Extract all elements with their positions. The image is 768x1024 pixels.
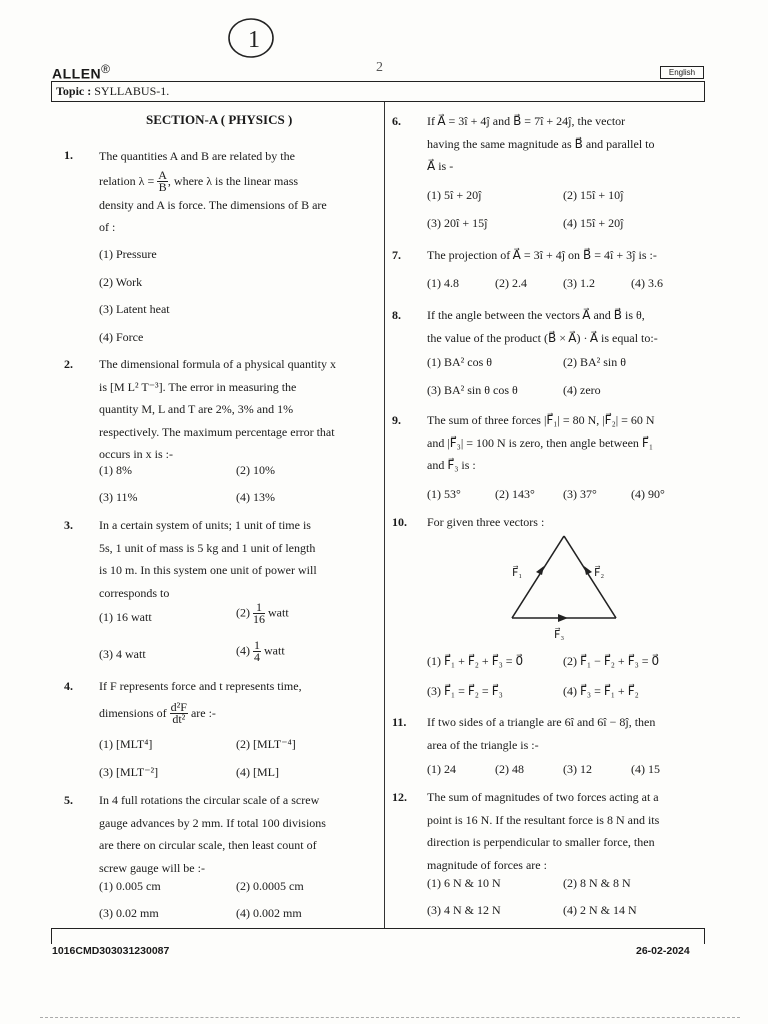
q6-option-4[interactable]: (4) 15î + 20ĵ [563,216,624,230]
q8-option-2[interactable]: (2) BA² sin θ [563,355,627,369]
q10-text [427,511,700,534]
topic-value: SYLLABUS-1. [94,84,170,98]
q12-number: 12. [392,790,407,804]
q6-option-3[interactable]: (3) 20î + 15ĵ [427,216,488,230]
q10-label-f1: F⃗₁ [512,567,523,579]
q2-option-2[interactable]: (2) 10% [236,463,275,477]
q3-opt4-unit: watt [264,643,285,658]
q5-line: screw gauge will be :- [99,860,205,875]
q1-relation [99,168,372,194]
q4-fraction [170,702,188,725]
q1-frac-den: B [158,180,167,195]
q7-option-2[interactable]: (2) 2.4 [495,276,527,290]
q5-line: are there on circular scale, then least count of [99,838,317,852]
q8-option-3[interactable]: (3) BA² sin θ cos θ [427,383,518,397]
column-divider [384,102,385,928]
q5-line: gauge advances by 2 mm. If total 100 divisions [99,815,326,830]
q2-line: occurs in x is :- [99,447,173,461]
q10-arrow-f1 [536,566,544,575]
q3-opt2-num: 1 [253,602,265,614]
q12-option-4[interactable]: (4) 2 N & 14 N [563,903,637,917]
q1-fraction [157,170,168,193]
q3-text [99,514,372,604]
q3-opt2-den: 16 [253,612,265,626]
q7-option-1[interactable]: (1) 4.8 [427,276,459,290]
q4-text [99,675,372,728]
footer-box [51,928,705,944]
q12-option-1[interactable]: (1) 6 N & 10 N [427,876,501,890]
q10-option-2[interactable]: (2) F⃗₁ − F⃗₂ + F⃗₃ = 0⃗ [563,654,660,668]
q12-line: direction is perpendicular to smaller force, then [427,835,655,849]
q7-option-4[interactable]: (4) 3.6 [631,276,663,290]
q5-option-3[interactable]: (3) 0.02 mm [99,906,159,920]
q4-option-3[interactable]: (3) [MLT⁻²] [99,765,159,779]
q12-line: The sum of magnitudes of two forces acting at a [427,790,659,804]
q3-opt2-unit: watt [268,605,289,620]
q9-option-2[interactable]: (2) 143° [495,487,535,501]
q1-line: The quantities A and B are related by the [99,149,295,163]
q11-line: area of the triangle is :- [427,737,539,752]
q12-option-3[interactable]: (3) 4 N & 12 N [427,903,501,917]
q6-line: If A⃗ = 3î + 4ĵ and B⃗ = 7î + 24ĵ, the vector [427,114,626,128]
q6-line: having the same magnitude as B⃗ and parallel to [427,136,655,151]
q4-option-4[interactable]: (4) [ML] [236,765,279,779]
q5-text [99,789,372,879]
q8-line: the value of the product (B⃗ × A⃗) · A⃗ is equal to:- [427,330,658,345]
q12-line: magnitude of forces are : [427,857,547,872]
q3-opt4-num: 1 [254,638,260,652]
q10-option-1[interactable]: (1) F⃗₁ + F⃗₂ + F⃗₃ = 0⃗ [427,654,524,668]
q1-rel-pre: relation λ = [99,173,155,188]
q2-line: respectively. The maximum percentage error that [99,424,335,439]
q5-option-2[interactable]: (2) 0.0005 cm [236,879,304,893]
q3-opt2-fraction [253,602,265,625]
q11-option-1[interactable]: (1) 24 [427,762,456,776]
q8-text [427,304,700,349]
q11-line: If two sides of a triangle are 6î and 6î − 8ĵ, then [427,715,656,729]
q3-option-2[interactable] [236,602,289,625]
q11-option-2[interactable]: (2) 48 [495,762,524,776]
q4-option-2[interactable]: (2) [MLT⁻⁴] [236,737,296,751]
q7-line: The projection of A⃗ = 3î + 4ĵ on B⃗ = 4î + 3ĵ is :- [427,248,657,262]
section-title: SECTION-A ( PHYSICS ) [146,112,293,127]
bottom-dashed-rule [40,1017,740,1018]
q3-number: 3. [64,518,73,532]
q3-opt4-fraction [253,640,261,663]
q6-option-1[interactable]: (1) 5î + 20ĵ [427,188,482,202]
q2-number: 2. [64,357,73,371]
q10-label-f3: F⃗₃ [554,629,565,641]
q6-number: 6. [392,114,401,128]
q3-line: is 10 m. In this system one unit of power will [99,563,317,577]
topic-line [56,84,169,99]
q3-option-4[interactable] [236,640,285,663]
q12-option-2[interactable]: (2) 8 N & 8 N [563,876,631,890]
q8-option-4[interactable]: (4) zero [563,383,601,397]
topic-label: Topic : [56,84,92,98]
q3-line: corresponds to [99,585,170,600]
q1-line: of : [99,220,116,234]
q11-option-3[interactable]: (3) 12 [563,762,592,776]
q9-option-3[interactable]: (3) 37° [563,487,597,501]
q5-line: In 4 full rotations the circular scale of a screw [99,793,320,807]
q6-option-2[interactable]: (2) 15î + 10ĵ [563,188,624,202]
q1-option-3[interactable]: (3) Latent heat [99,302,170,316]
q4-number: 4. [64,679,73,693]
q9-line: and |F⃗₃| = 100 N is zero, then angle between F⃗₁ [427,435,654,450]
q3-opt4-prefix: (4) [236,643,250,658]
paper-code: 1016CMD303031230087 [52,945,170,957]
paper-date: 26-02-2024 [636,945,690,957]
q2-text [99,353,372,466]
logo-reg-mark: ® [101,62,111,76]
q3-option-1[interactable]: (1) 16 watt [99,610,152,624]
q2-line: is [M L² T⁻³]. The error in measuring the [99,379,297,394]
q10-label-f2: F⃗₂ [594,567,605,579]
q4-dim-post: are :- [190,705,216,720]
q4-dim-pre: dimensions of [99,705,167,720]
q10-triangle-diagram [506,534,622,646]
q2-line: The dimensional formula of a physical quantity x [99,357,336,371]
q1-rel-post: , where λ is the linear mass [167,173,299,188]
q2-option-3[interactable]: (3) 11% [99,490,138,504]
q2-line: quantity M, L and T are 2%, 3% and 1% [99,402,294,416]
q10-arrow-f3 [558,614,568,622]
q4-line: If F represents force and t represents time, [99,679,302,693]
q10-option-4[interactable]: (4) F⃗₃ = F⃗₁ + F⃗₂ [563,684,639,698]
q3-line: In a certain system of units; 1 unit of time is [99,518,311,532]
q10-line: For given three vectors : [427,515,545,529]
q9-option-4[interactable]: (4) 90° [631,487,665,501]
q12-line: point is 16 N. If the resultant force is 8 N and its [427,812,660,827]
q5-number: 5. [64,793,73,807]
q1-frac-num: A [158,168,167,183]
q9-option-1[interactable]: (1) 53° [427,487,461,501]
q5-option-4[interactable]: (4) 0.002 mm [236,906,302,920]
q9-text [427,409,700,477]
q4-frac-den: dt² [172,712,186,727]
q1-line: density and A is force. The dimensions of B are [99,197,327,212]
q9-number: 9. [392,413,401,427]
q9-line: The sum of three forces |F⃗₁| = 80 N, |F⃗₂| = 60 N [427,413,655,427]
q1-option-1[interactable]: (1) Pressure [99,247,157,261]
handwritten-mark-text: 1 [248,27,260,53]
q12-text [427,786,700,876]
q10-arrow-f2 [584,566,592,575]
q2-option-1[interactable]: (1) 8% [99,463,132,477]
q11-text [427,711,700,756]
q2-option-4[interactable]: (4) 13% [236,490,275,504]
q6-text [427,110,700,178]
q3-opt2-prefix: (2) [236,605,250,620]
q7-text [427,244,700,267]
q1-option-4[interactable]: (4) Force [99,330,144,344]
q1-option-2[interactable]: (2) Work [99,275,143,289]
q10-number: 10. [392,515,407,529]
handwritten-circled-mark [226,16,276,60]
language-badge: English [660,66,704,79]
q10-side-f2 [564,536,616,618]
q11-number: 11. [392,715,407,729]
logo-text: ALLEN [52,65,102,82]
q8-option-1[interactable]: (1) BA² cos θ [427,355,493,369]
q11-option-4[interactable]: (4) 15 [631,762,660,776]
q3-option-3[interactable]: (3) 4 watt [99,647,146,661]
q9-line: and F⃗₃ is : [427,458,476,472]
q3-opt4-den: 4 [254,650,260,664]
q7-option-3[interactable]: (3) 1.2 [563,276,595,290]
q3-line: 5s, 1 unit of mass is 5 kg and 1 unit of length [99,540,316,555]
q6-line: A⃗ is - [427,159,454,173]
q4-frac-num: d²F [170,700,187,715]
q10-option-3[interactable]: (3) F⃗₁ = F⃗₂ = F⃗₃ [427,684,503,698]
page-number: 2 [376,60,383,75]
q1-text [99,145,372,239]
q7-number: 7. [392,248,401,262]
q4-dimension [99,698,372,728]
allen-logo [52,62,111,82]
q4-option-1[interactable]: (1) [MLT⁴] [99,737,153,751]
q8-number: 8. [392,308,401,322]
q1-number: 1. [64,148,73,162]
q8-line: If the angle between the vectors A⃗ and B⃗ is θ, [427,308,645,322]
q5-option-1[interactable]: (1) 0.005 cm [99,879,161,893]
